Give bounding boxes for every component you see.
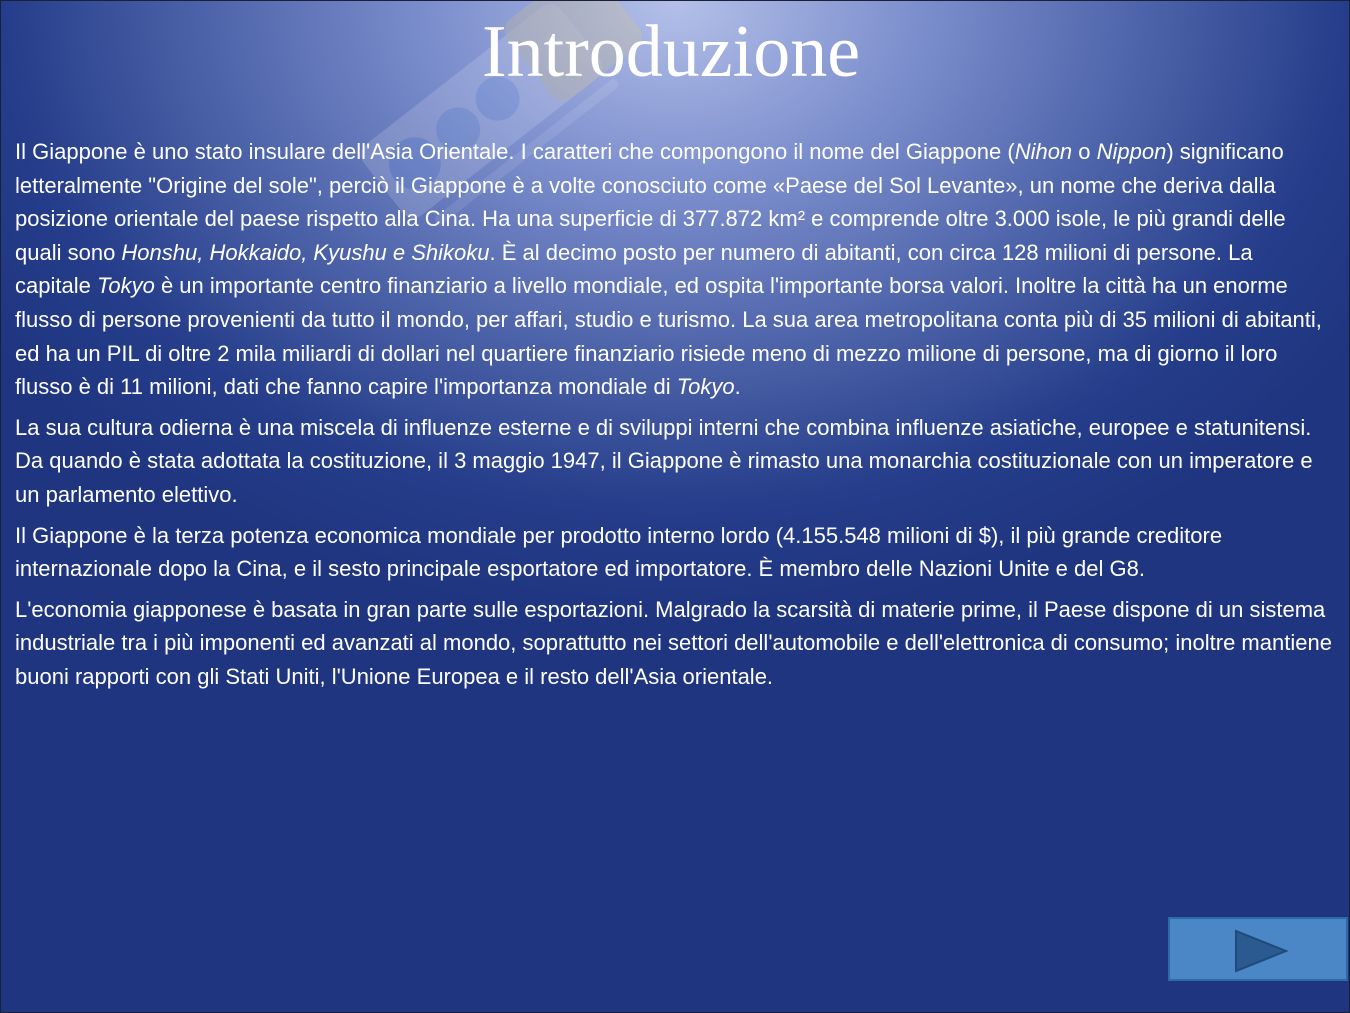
italic-text-run: Honshu, Hokkaido, Kyushu e Shikoku — [121, 239, 490, 265]
text-run: . È al decimo posto per numero di abitanti, con circa 128 milioni di persone. La capitale — [15, 239, 1253, 299]
text-run: L'economia giapponese è basata in gran parte sulle esportazioni. Malgrado la scarsità di materie prime, il Paese dispone di un sistema industriale tra i più imponenti ed avanzati al mondo, soprattutto nei settori dell'automobile e dell'elettronica di consumo; inoltre mantiene buoni rapporti con gli Stati Uniti, l'Unione Europea e il resto dell'Asia orientale. — [15, 596, 1332, 689]
play-arrow-icon — [1234, 929, 1288, 973]
paragraph — [15, 519, 1333, 586]
paragraph — [15, 411, 1333, 512]
italic-text-run: Tokyo — [676, 374, 735, 400]
text-run: ) significano letteralmente "Origine del sole", perciò il Giappone è a volte conosciuto come «Paese del Sol Levante», un nome che deriva dalla posizione orientale del paese rispetto alla Cina. Ha una superficie di 377.872 km² e comprende oltre 3.000 isole, le più grandi delle quali sono — [15, 139, 1286, 265]
slide-title: Introduzione — [481, 11, 861, 93]
text-run: Il Giappone è la terza potenza economica mondiale per prodotto interno lordo (4.155.548 milioni di $), il più grande creditore internazionale dopo la Cina, e il sesto principale esportatore ed importatore. È membro delle Nazioni Unite e del G8. — [15, 522, 1223, 582]
slide-body-text — [15, 135, 1333, 701]
text-run: . — [734, 374, 741, 400]
text-run: Il Giappone è uno stato insulare dell'Asia Orientale. I caratteri che compongono il nome del Giappone ( — [15, 139, 1015, 164]
next-slide-button[interactable] — [1168, 917, 1348, 981]
text-run: o — [1072, 139, 1097, 164]
paragraph — [15, 593, 1333, 694]
text-run: La sua cultura odierna è una miscela di influenze esterne e di sviluppi interni che combina influenze asiatiche, europee e statunitensi. Da quando è stata adottata la costituzione, il 3 maggio 1947, il Giappone è rimasto una monarchia costituzionale con un imperatore e un parlamento elettivo. — [15, 414, 1313, 507]
italic-text-run: Tokyo — [96, 273, 155, 299]
text-run: è un importante centro finanziario a livello mondiale, ed ospita l'importante borsa valori. Inoltre la città ha un enorme flusso di persone provenienti da tutto il mondo, per affari, studio e turismo. La sua area metropolitana conta più di 35 milioni di abitanti, ed ha un PIL di oltre 2 mila miliardi di dollari nel quartiere finanziario risiede meno di mezzo milione di persone, ma di giorno il loro flusso è di 11 milioni, dati che fanno capire l'importanza mondiale di — [15, 273, 1322, 400]
italic-text-run: Nihon — [1014, 139, 1073, 164]
italic-text-run: Nippon — [1096, 139, 1167, 164]
paragraph — [15, 135, 1333, 404]
